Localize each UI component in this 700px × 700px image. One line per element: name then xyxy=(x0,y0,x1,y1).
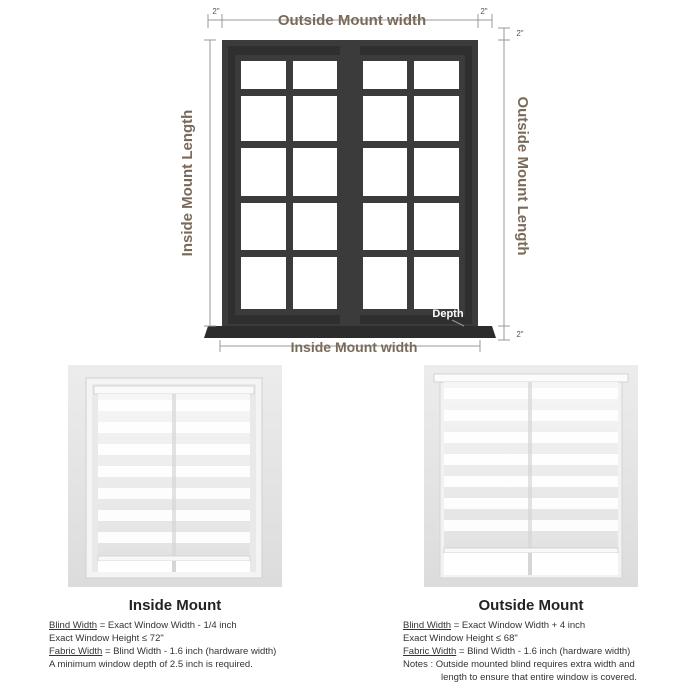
inside-fabric-width-label: Fabric Width xyxy=(49,646,103,657)
outside-mount-title: Outside Mount xyxy=(478,597,584,614)
outside-notes-line-1: Notes : Outside mounted blind requires extra width and xyxy=(403,659,635,670)
outside-mount-length-label: Outside Mount Length xyxy=(514,96,531,256)
window-frame xyxy=(204,40,496,338)
outside-blind-width-formula: = Exact Window Width + 4 inch xyxy=(453,620,586,631)
outside-blind-width-row xyxy=(403,619,637,632)
window-sill xyxy=(204,326,496,338)
outside-mount-photo xyxy=(424,365,638,587)
outside-fabric-width-label: Fabric Width xyxy=(403,646,457,657)
outside-fabric-width-formula: = Blind Width - 1.6 inch (hardware width) xyxy=(458,646,631,657)
inside-height-row: Exact Window Height ≤ 72" xyxy=(49,633,164,644)
outside-blind-width-label: Blind Width xyxy=(403,620,452,631)
inside-fabric-width-formula: = Blind Width - 1.6 inch (hardware width) xyxy=(104,646,277,657)
outside-notes-line-2: length to ensure that entire window is covered. xyxy=(441,672,637,683)
depth-label: Depth xyxy=(432,308,464,320)
outside-mount-width-label: Outside Mount width xyxy=(277,12,427,29)
inside-mount-photo xyxy=(68,365,282,587)
inside-blind-width-row xyxy=(49,619,276,632)
inside-blind-width-label: Blind Width xyxy=(49,620,98,631)
inside-mount-title: Inside Mount xyxy=(128,597,222,614)
allowance-top-left: 2" xyxy=(212,7,220,16)
allowance-right-top: 2" xyxy=(516,29,524,38)
allowance-top-right: 2" xyxy=(480,7,488,16)
outside-mount-specs xyxy=(403,619,637,684)
inside-fabric-width-row xyxy=(49,645,276,658)
outside-height-row: Exact Window Height ≤ 68" xyxy=(403,633,518,644)
inside-depth-note: A minimum window depth of 2.5 inch is required. xyxy=(49,659,253,670)
allowance-right-bottom: 2" xyxy=(516,330,524,339)
inside-mount-length-label: Inside Mount Length xyxy=(179,109,196,257)
outside-fabric-width-row xyxy=(403,645,637,658)
inside-mount-specs xyxy=(49,619,276,671)
inside-blind-width-formula: = Exact Window Width - 1/4 inch xyxy=(99,620,237,631)
inside-mount-width-label: Inside Mount width xyxy=(290,339,418,355)
